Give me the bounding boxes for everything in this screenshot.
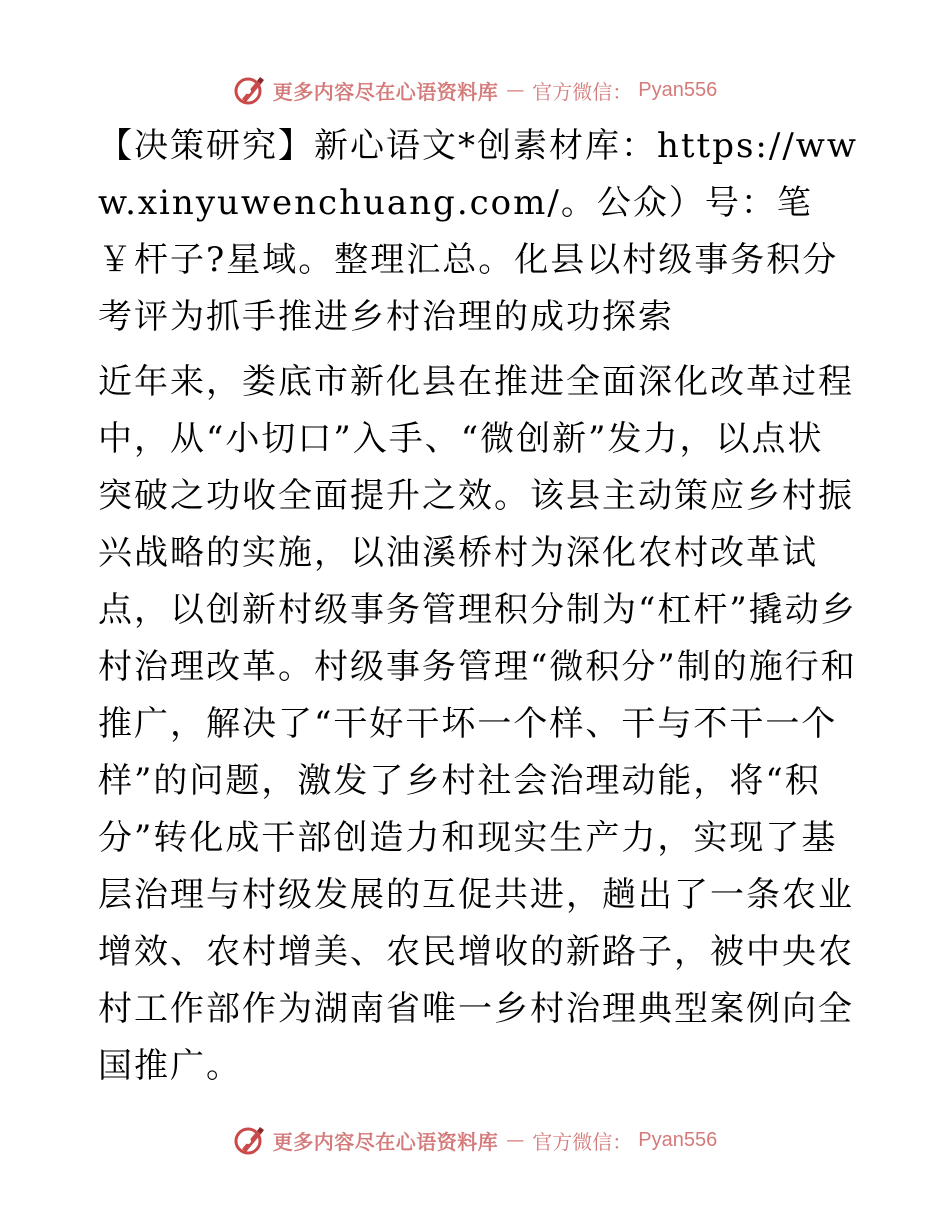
watermark-title: 更多内容尽在心语资料库: [272, 1129, 499, 1154]
document-body: [98, 118, 858, 1095]
pen-logo-icon: [233, 1123, 267, 1157]
document-paragraph: 近年来，娄底市新化县在推进全面深化改革过程中，从“小切口”入手、“微创新”发力，以点状突破之功收全面提升之效。该县主动策应乡村振兴战略的实施，以油溪桥村为深化农村改革试点，以创新村级事务管理积分制为“杠杆”撬动乡村治理改革。村级事务管理“微积分”制的施行和推广，解决了“干好干坏一个样、干与不干一个样”的问题，激发了乡村社会治理动能，将“积分”转化成干部创造力和现实生产力，实现了基层治理与村级发展的互促共进，趟出了一条农业增效、农村增美、农民增收的新路子，被中央农村工作部作为湖南省唯一乡村治理典型案例向全国推广。: [98, 362, 857, 1086]
watermark-contact-label: 官方微信：: [532, 1129, 633, 1154]
watermark-contact-value: Pyan556: [638, 78, 718, 101]
footer-watermark: [0, 1120, 950, 1160]
pen-logo-icon: [233, 73, 267, 107]
watermark-contact-label: 官方微信：: [532, 79, 633, 104]
watermark-contact-value: Pyan556: [638, 1128, 718, 1151]
header-watermark: [0, 70, 950, 110]
watermark-separator: —: [506, 1129, 525, 1151]
watermark-row: [233, 1123, 717, 1157]
document-heading: 【决策研究】新心语文*创素材库：https://www.xinyuwenchuang.com/。公众）号：笔￥杆子?星域。整理汇总。化县以村级事务积分考评为抓手推进乡村治理的成功探索: [98, 126, 859, 337]
watermark-separator: —: [506, 79, 525, 101]
watermark-title: 更多内容尽在心语资料库: [272, 79, 499, 104]
watermark-row: [233, 73, 717, 107]
